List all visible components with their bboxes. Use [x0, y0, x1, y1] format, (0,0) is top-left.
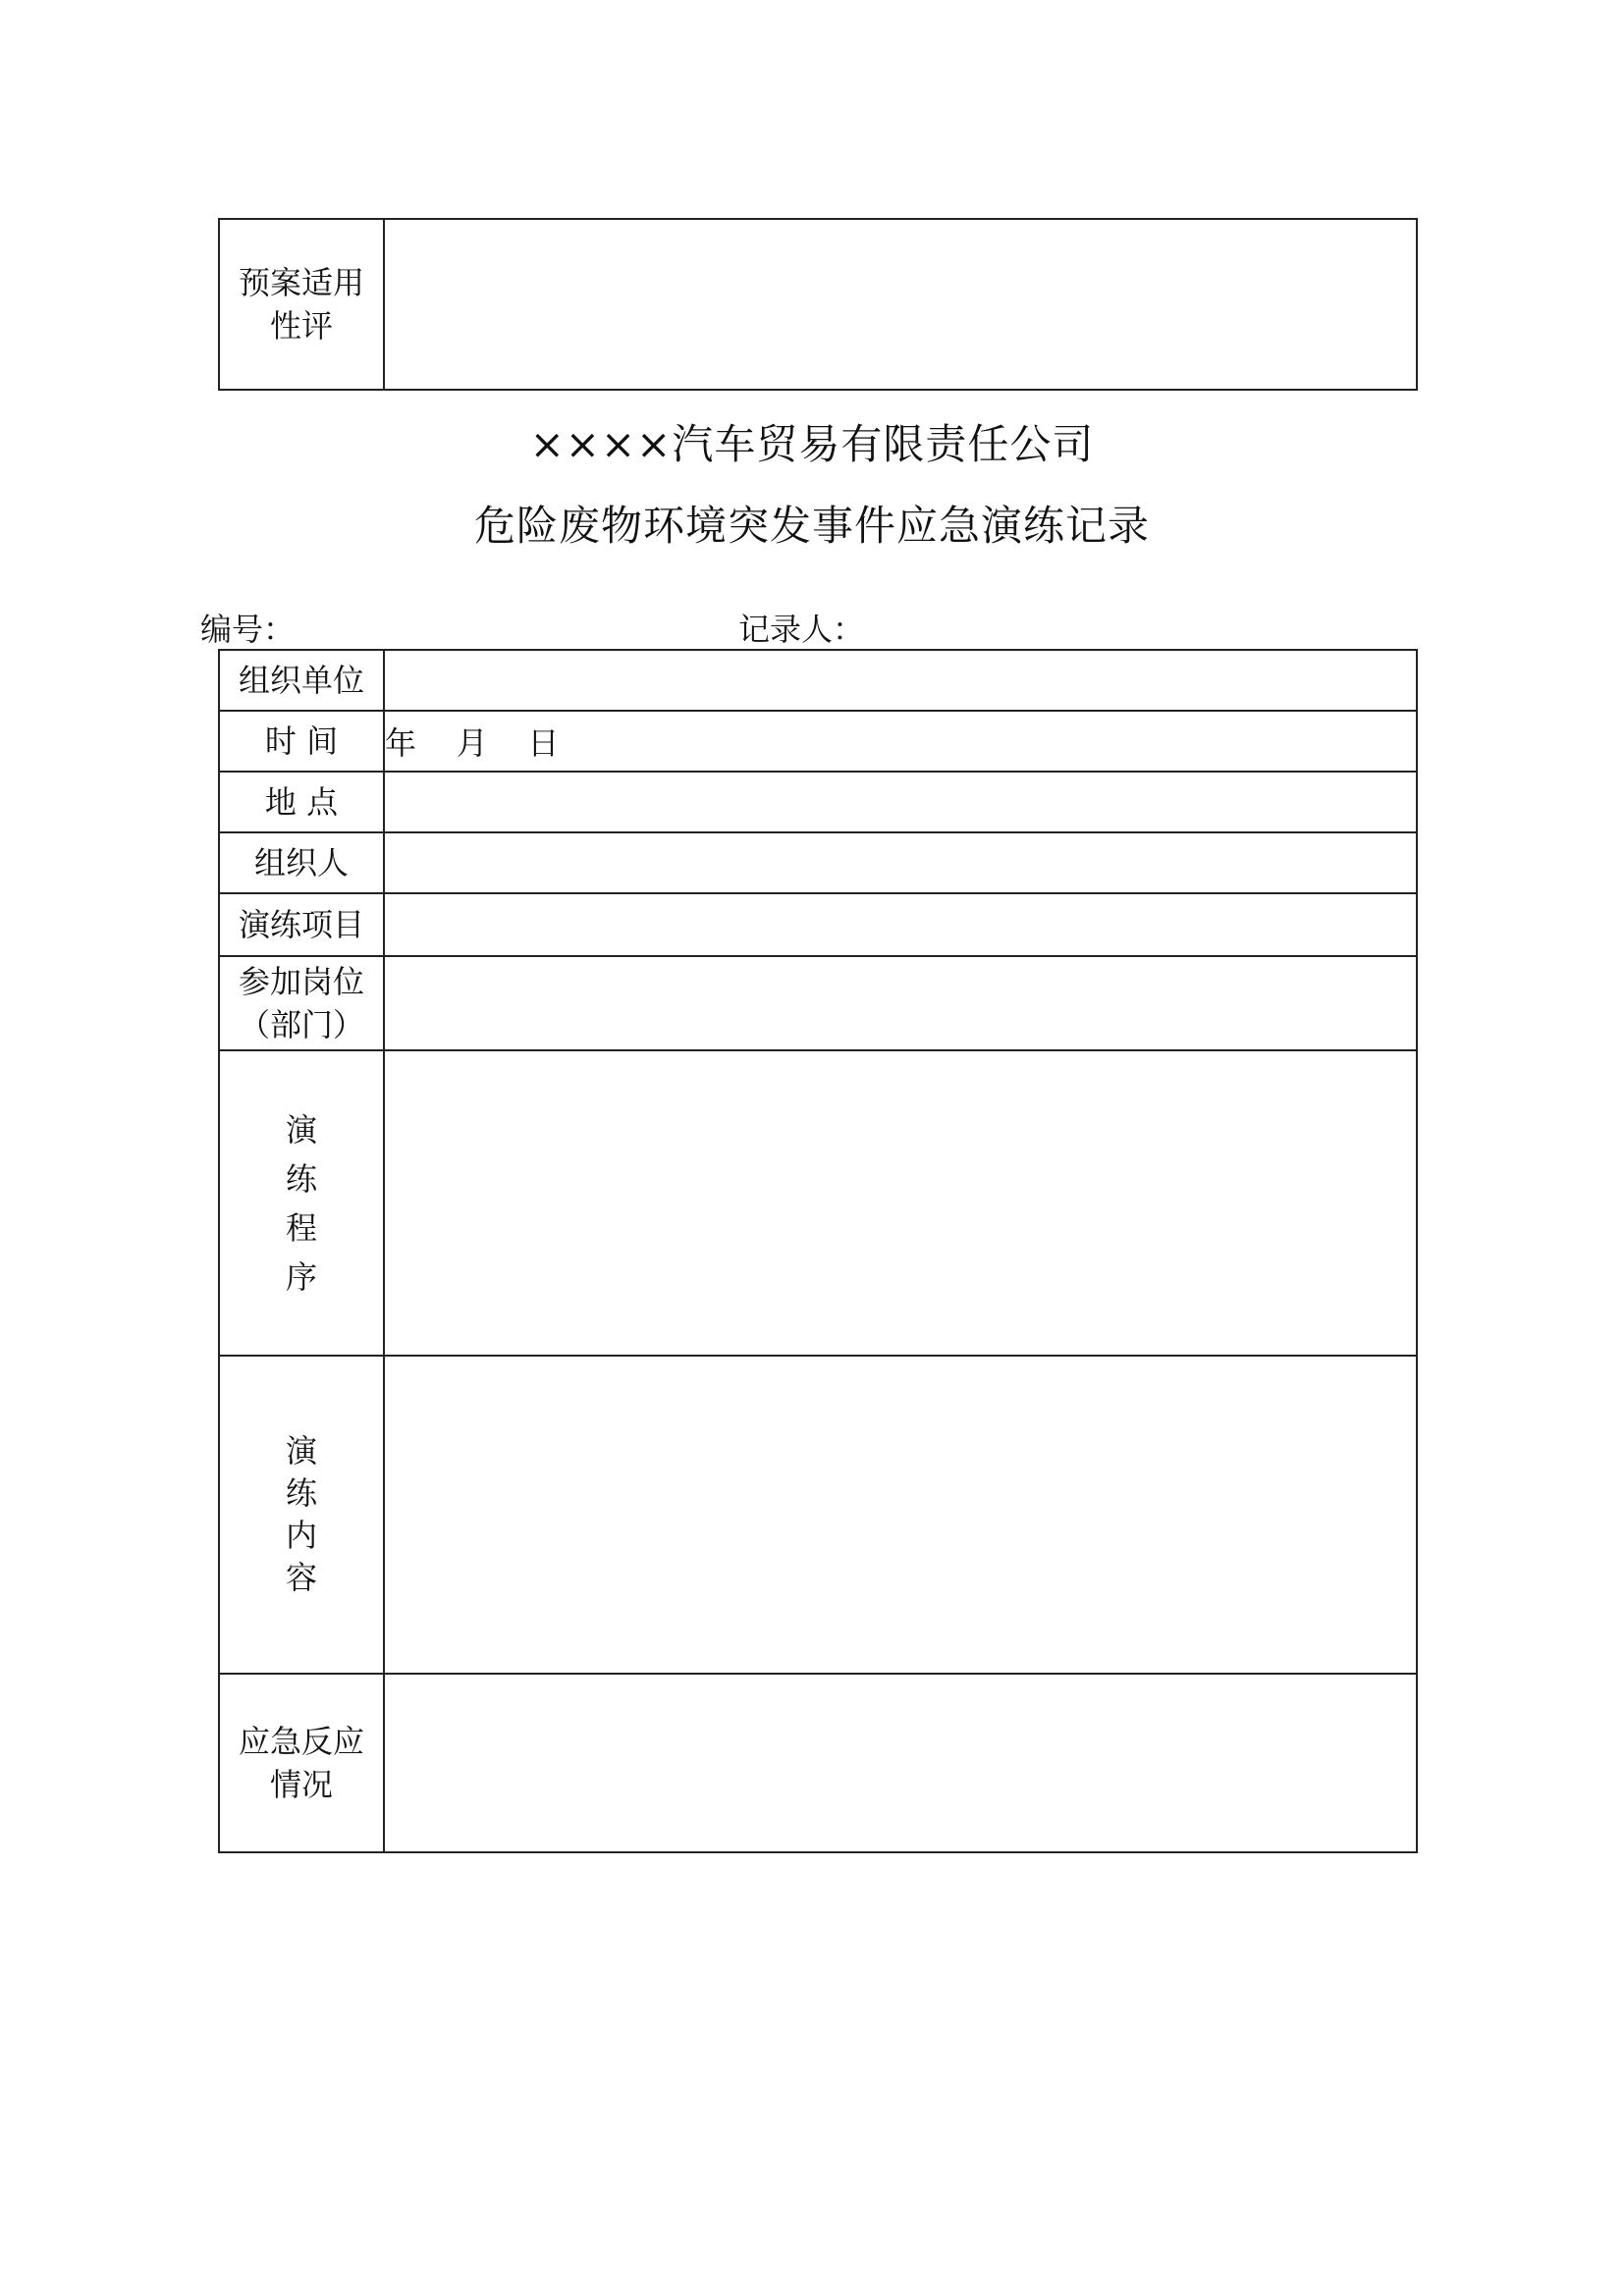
organizer-field[interactable]	[384, 832, 1417, 893]
date-placeholder: 年 月 日	[385, 724, 560, 762]
drill-item-field[interactable]	[384, 893, 1417, 956]
response-label-line1: 应急反应	[238, 1723, 364, 1760]
org-unit-field[interactable]	[384, 650, 1417, 711]
recorder-label: 记录人：	[738, 611, 865, 648]
participants-label-line1: 参加岗位	[238, 963, 364, 1000]
company-title: ××××汽车贸易有限责任公司	[529, 420, 1095, 468]
content-char-4: 容	[285, 1559, 317, 1596]
evaluation-label-line2: 性评	[269, 307, 333, 345]
record-title: 危险废物环境突发事件应急演练记录	[473, 502, 1150, 550]
organizer-label: 组织人	[219, 832, 384, 893]
content-label	[219, 1356, 384, 1674]
evaluation-label-cell	[219, 219, 384, 390]
drill-record-table	[218, 649, 1418, 1853]
response-label	[219, 1674, 384, 1852]
participants-label	[219, 956, 384, 1050]
participants-label-line2: （部门）	[238, 1006, 364, 1043]
location-label: 地 点	[219, 772, 384, 832]
content-char-1: 演	[285, 1432, 317, 1469]
participants-field[interactable]	[384, 956, 1417, 1050]
org-unit-label: 组织单位	[219, 650, 384, 711]
evaluation-table	[218, 218, 1418, 391]
content-char-3: 内	[285, 1517, 317, 1554]
evaluation-value-field[interactable]	[384, 219, 1417, 390]
procedure-char-2: 练	[285, 1159, 317, 1198]
date-field[interactable]	[384, 711, 1417, 772]
location-field[interactable]	[384, 772, 1417, 832]
procedure-char-4: 序	[285, 1257, 317, 1296]
procedure-char-3: 程	[285, 1208, 317, 1247]
content-char-2: 练	[285, 1474, 317, 1512]
time-label: 时 间	[219, 711, 384, 772]
response-label-line2: 情况	[269, 1766, 333, 1803]
procedure-field[interactable]	[384, 1050, 1417, 1356]
drill-item-label: 演练项目	[219, 893, 384, 956]
procedure-label	[219, 1050, 384, 1356]
procedure-char-1: 演	[285, 1110, 317, 1148]
evaluation-label-line1: 预案适用	[238, 264, 364, 301]
response-field[interactable]	[384, 1674, 1417, 1852]
record-number-label: 编号：	[200, 611, 296, 648]
content-field[interactable]	[384, 1356, 1417, 1674]
